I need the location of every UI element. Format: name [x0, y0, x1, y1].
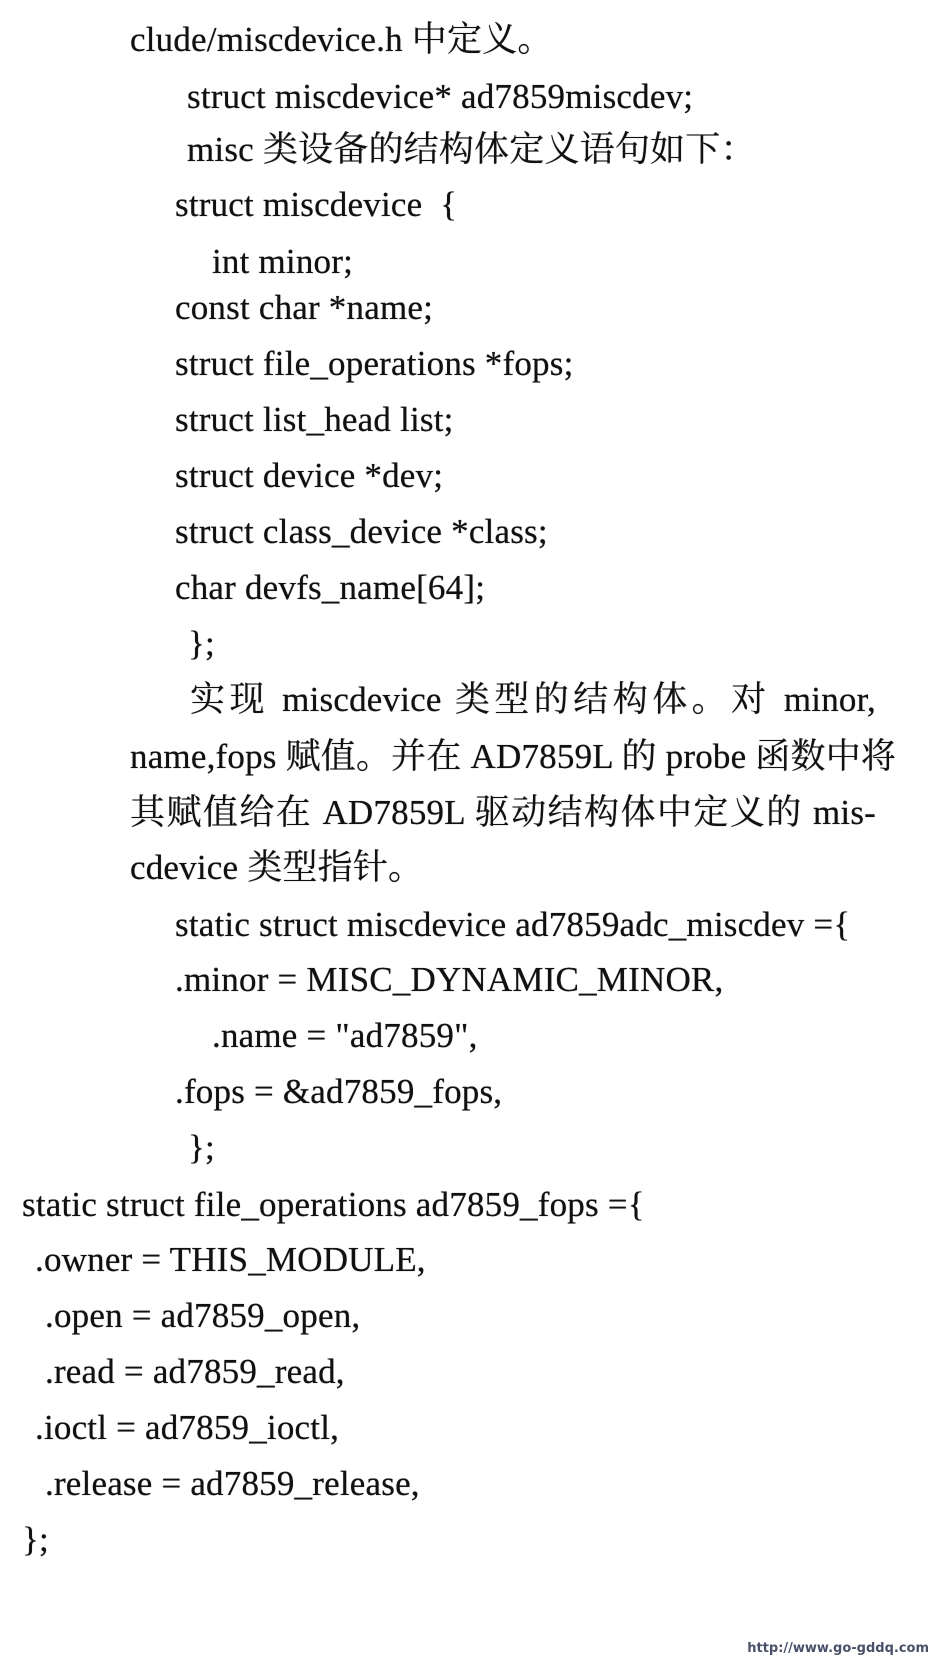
- text-line: misc 类设备的结构体定义语句如下：: [187, 130, 756, 169]
- code-line: .release = ad7859_release,: [45, 1464, 420, 1503]
- code-line: };: [188, 1128, 215, 1167]
- code-line: .open = ad7859_open,: [45, 1296, 361, 1335]
- paragraph-line: name,fops 赋值。并在 AD7859L 的 probe 函数中将: [130, 737, 897, 776]
- code-line: .ioctl = ad7859_ioctl,: [35, 1408, 340, 1447]
- code-line: static struct file_operations ad7859_fops ={: [22, 1185, 645, 1224]
- code-line: static struct miscdevice ad7859adc_miscdev ={: [175, 905, 851, 944]
- code-line: .read = ad7859_read,: [45, 1352, 345, 1391]
- code-line: };: [188, 624, 215, 663]
- code-line: struct file_operations *fops;: [175, 344, 574, 383]
- paragraph-line: 其赋值给在 AD7859L 驱动结构体中定义的 mis-: [130, 793, 876, 832]
- code-line: struct miscdevice {: [175, 185, 458, 224]
- code-line: struct list_head list;: [175, 400, 454, 439]
- text-line: clude/miscdevice.h 中定义。: [130, 20, 553, 59]
- code-line: char devfs_name[64];: [175, 568, 486, 607]
- code-line: .owner = THIS_MODULE,: [35, 1240, 426, 1279]
- paragraph-line: 实现 miscdevice 类型的结构体。对 minor,: [190, 680, 876, 719]
- code-line: .fops = &ad7859_fops,: [175, 1072, 503, 1111]
- code-line: struct class_device *class;: [175, 512, 548, 551]
- paragraph-line: cdevice 类型指针。: [130, 848, 424, 887]
- code-line: struct miscdevice* ad7859miscdev;: [187, 77, 694, 116]
- code-line: int minor;: [212, 242, 354, 281]
- code-line: .minor = MISC_DYNAMIC_MINOR,: [175, 960, 724, 999]
- code-line: struct device *dev;: [175, 456, 444, 495]
- code-line: .name = "ad7859",: [212, 1016, 478, 1055]
- code-line: };: [22, 1520, 49, 1559]
- code-line: const char *name;: [175, 288, 434, 327]
- watermark: http://www.go-gddq.com: [747, 1641, 929, 1656]
